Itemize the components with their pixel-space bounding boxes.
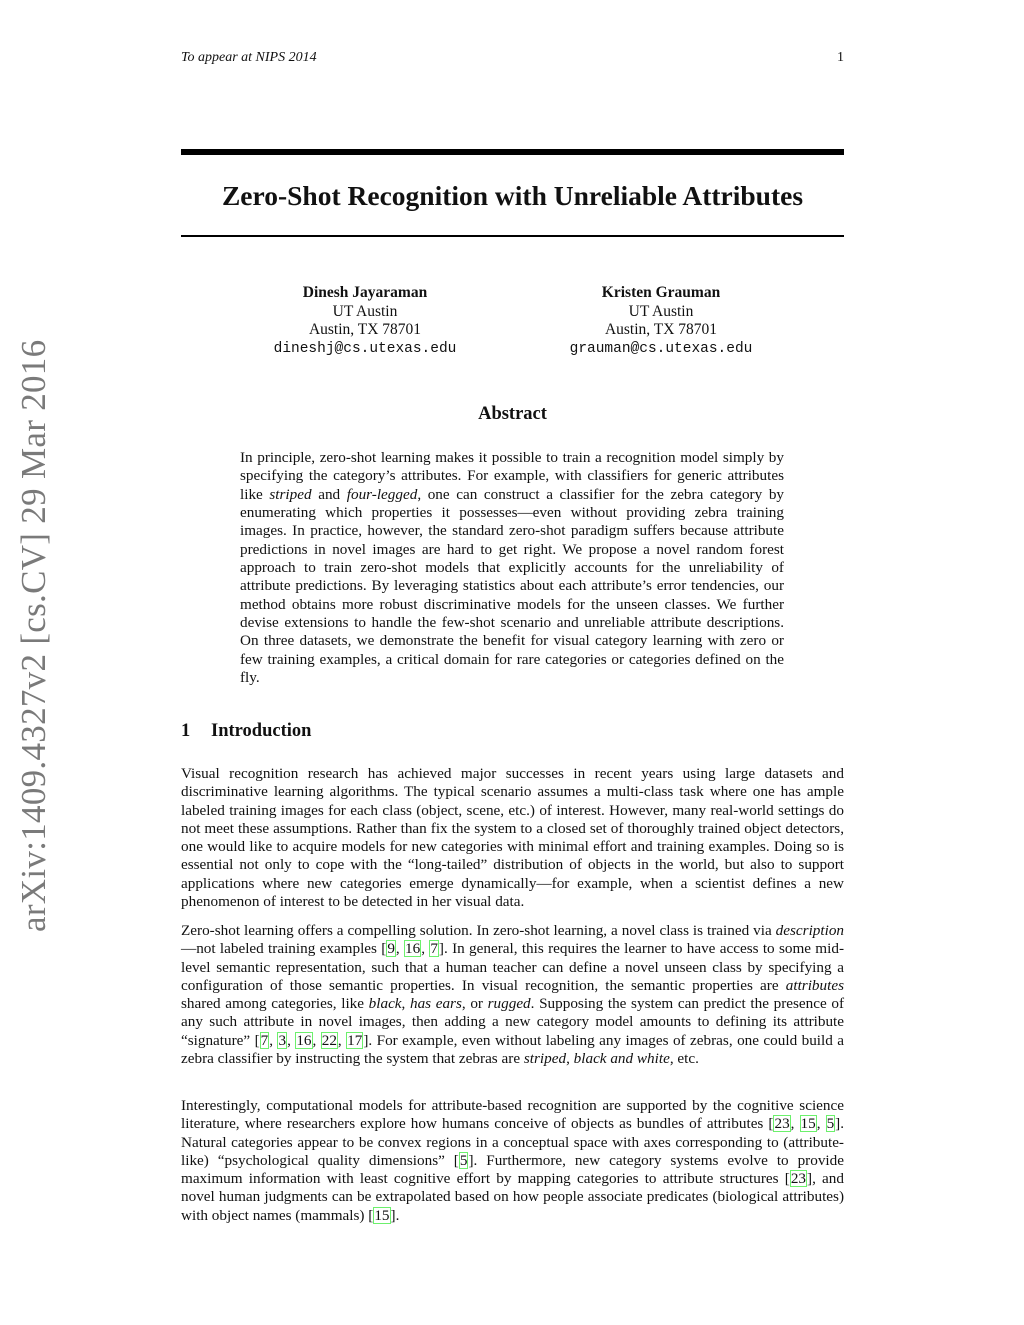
citation-link[interactable]: 7: [260, 1031, 269, 1049]
author-address: Austin, TX 78701: [308, 321, 422, 338]
section-heading-introduction: 1 Introduction: [181, 721, 312, 741]
author-address: Austin, TX 78701: [604, 321, 718, 338]
citation-link[interactable]: 5: [826, 1115, 835, 1133]
abstract-heading: Abstract: [478, 404, 547, 424]
paper-title: Zero-Shot Recognition with Unreliable Attributes: [221, 180, 804, 211]
author-name: Kristen Grauman: [601, 284, 721, 301]
citation-link[interactable]: 15: [800, 1115, 816, 1133]
arxiv-identifier-stamp: arXiv:1409.4327v2 [cs.CV] 29 Mar 2016: [14, 339, 53, 932]
citation-link[interactable]: 17: [347, 1031, 363, 1049]
title-top-rule: [181, 149, 844, 155]
citation-link[interactable]: 5: [459, 1151, 468, 1169]
citation-link[interactable]: 7: [430, 940, 438, 958]
citation-link[interactable]: 22: [321, 1031, 337, 1049]
intro-paragraph-2: Zero-shot learning offers a compelling solution. In zero-shot learning, a novel class is trained via description—not labeled training examples [9, 16, 7]. In general, this requires the learner to have access to some mid-level semantic representation, such that a human teacher can define a novel unseen class by specifying a configuration of those semantic properties. In visual recognition, the semantic properties are attributes shared among categories, like black, has ears, or rugged. Supposing the system can predict the presence of any such attribute in novel images, then adding a new category model amounts to defining its attribute “signature” [7, 3, 16, 22, 17]. For example, even without labeling any images of zebras, one could build a zebra classifier by instructing the system that zebras are striped, black and white, etc.: [181, 922, 845, 1068]
title-bottom-rule: [181, 235, 844, 237]
citation-link[interactable]: 15: [374, 1206, 390, 1224]
venue-header: To appear at NIPS 2014: [181, 50, 317, 65]
abstract-text: In principle, zero-shot learning makes it possible to train a recognition model simply by specifying the category’s attributes. For example, with classifiers for generic attributes like striped and four-legged, one can construct a classifier for the zebra category by enumerating which properties it possesses—even without providing zebra training images. In practice, however, the standard zero-shot paradigm suffers because attribute predictions in novel images are hard to get right. We propose a novel random forest approach to train zero-shot models that explicitly accounts for the unreliability of attribute predictions. By leveraging statistics about each attribute’s error tendencies, our method obtains more robust discriminative models for the unseen classes. We further devise extensions to handle the few-shot scenario and unreliable attribute descriptions. On three datasets, we demonstrate the benefit for visual category learning with zero or few training examples, a critical domain for rare categories or categories defined on the fly.: [240, 449, 785, 687]
citation-link[interactable]: 16: [405, 940, 421, 958]
author-email[interactable]: grauman@cs.utexas.edu: [569, 340, 753, 357]
author-affiliation: UT Austin: [332, 302, 398, 320]
citation-link[interactable]: 3: [278, 1031, 287, 1049]
citation-link[interactable]: 23: [790, 1170, 807, 1188]
intro-paragraph-3: Interestingly, computational models for attribute-based recognition are supported by the cognitive science literature, where researchers explore how humans conceive of objects as bundles of attributes [23, 15, 5]. Natural categories appear to be convex regions in a conceptual space with axes corresponding to (attribute-like) “psychological quality dimensions” [5]. Furthermore, new category systems evolve to provide maximum information with least cognitive effort by mapping categories to attribute structures [23], and novel human judgments can be extrapolated based on how people associate predicates (biological attributes) with object names (mammals) [15].: [181, 1097, 845, 1224]
author-affiliation: UT Austin: [628, 302, 694, 320]
author-email[interactable]: dineshj@cs.utexas.edu: [273, 340, 457, 357]
page-number: 1: [837, 50, 844, 65]
intro-paragraph-1: Visual recognition research has achieved major successes in recent years using large datasets and discriminative learning algorithms. The typical scenario assumes a multi-class task where one has ample labeled training images for each class (object, scene, etc.) of interest. However, many real-world settings do not meet these assumptions. Rather than fix the system to a closed set of thoroughly trained object detectors, one would like to acquire models for new categories with minimal effort and training examples. Doing so is essential not only to cope with the “long-tailed” distribution of objects in the world, but also to support applications where new categories emerge dynamically—for example, when a scientist defines a new phenomenon of interest to be detected in her visual data.: [181, 765, 844, 911]
author-block-1: [235, 284, 495, 358]
citation-link[interactable]: 23: [774, 1115, 790, 1133]
author-block-2: [531, 284, 791, 358]
citation-link[interactable]: 16: [296, 1031, 312, 1049]
author-name: Dinesh Jayaraman: [302, 284, 428, 301]
citation-link[interactable]: 9: [387, 940, 395, 958]
